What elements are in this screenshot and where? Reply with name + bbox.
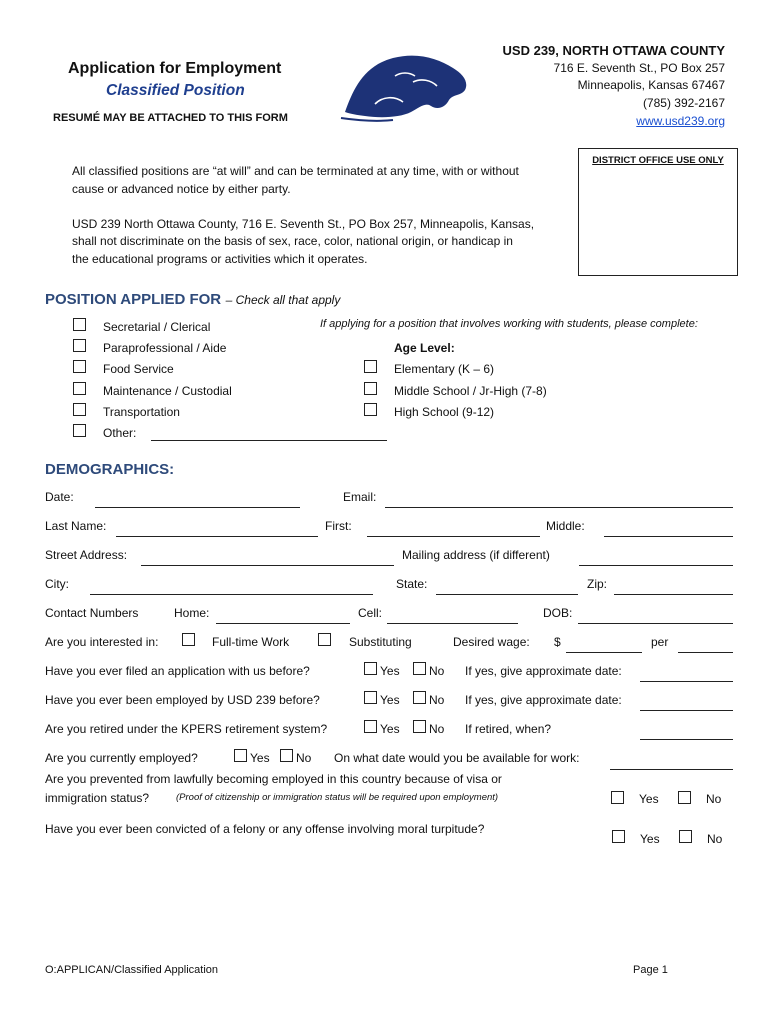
at-will-line-1: All classified positions are “at will” and can be terminated at any time, with or without	[72, 164, 519, 178]
nondiscrim-line-1: USD 239 North Ottawa County, 716 E. Seventh St., PO Box 257, Minneapolis, Kansas,	[72, 217, 535, 231]
visa-yes-label: Yes	[639, 792, 659, 806]
checkbox-visa-no[interactable]	[678, 791, 691, 804]
org-address-2: Minneapolis, Kansas 67467	[577, 78, 725, 92]
state-input-line[interactable]	[436, 594, 578, 595]
desired-wage-label: Desired wage:	[453, 635, 530, 649]
last-name-label: Last Name:	[45, 519, 107, 533]
employed-no-label: No	[429, 693, 445, 707]
option-maintenance-label: Maintenance / Custodial	[103, 384, 232, 398]
dob-input-line[interactable]	[578, 623, 733, 624]
checkbox-employed-no[interactable]	[413, 691, 426, 704]
currently-employed-question: Are you currently employed?	[45, 751, 198, 765]
felony-question: Have you ever been convicted of a felony or any offense involving moral turpitude?	[45, 822, 485, 836]
footer-file-path: O:APPLICAN/Classified Application	[45, 964, 219, 976]
checkbox-visa-yes[interactable]	[611, 791, 624, 804]
checkbox-elementary[interactable]	[364, 360, 377, 373]
checkbox-kpers-yes[interactable]	[364, 720, 377, 733]
visa-no-label: No	[706, 792, 722, 806]
felony-no-label: No	[707, 832, 723, 846]
checkbox-kpers-no[interactable]	[413, 720, 426, 733]
visa-question-line-2: immigration status?	[45, 791, 150, 805]
checkbox-filed-yes[interactable]	[364, 662, 377, 675]
fulltime-label: Full-time Work	[212, 635, 290, 649]
employed-yes-label: Yes	[380, 693, 400, 707]
checkbox-food-service[interactable]	[73, 360, 86, 373]
demographics-heading: DEMOGRAPHICS:	[45, 461, 175, 478]
current-no-label: No	[296, 751, 312, 765]
contact-numbers-label: Contact Numbers	[45, 606, 139, 620]
kpers-yes-label: Yes	[380, 722, 400, 736]
checkbox-employed-yes[interactable]	[364, 691, 377, 704]
available-date-input-line[interactable]	[610, 769, 733, 770]
checkbox-filed-no[interactable]	[413, 662, 426, 675]
checkbox-high-school[interactable]	[364, 403, 377, 416]
position-heading: POSITION APPLIED FOR	[45, 291, 222, 308]
option-food-service-label: Food Service	[103, 362, 174, 376]
filed-no-label: No	[429, 664, 445, 678]
resume-note: RESUMÉ MAY BE ATTACHED TO THIS FORM	[53, 112, 288, 124]
street-input-line[interactable]	[141, 565, 394, 566]
cell-label: Cell:	[358, 606, 383, 620]
age-elementary-label: Elementary (K – 6)	[394, 362, 495, 376]
option-transportation-label: Transportation	[103, 405, 180, 419]
felony-yes-label: Yes	[640, 832, 660, 846]
checkbox-current-no[interactable]	[280, 749, 293, 762]
mailing-label: Mailing address (if different)	[402, 548, 550, 562]
dob-label: DOB:	[543, 606, 573, 620]
checkbox-transportation[interactable]	[73, 403, 86, 416]
checkbox-secretarial[interactable]	[73, 318, 86, 331]
street-label: Street Address:	[45, 548, 128, 562]
mailing-input-line[interactable]	[579, 565, 733, 566]
district-office-box	[578, 148, 738, 276]
option-secretarial-label: Secretarial / Clerical	[103, 320, 211, 334]
kpers-question: Are you retired under the KPERS retirement system?	[45, 722, 328, 736]
org-website-link[interactable]: www.usd239.org	[636, 114, 725, 128]
org-phone: (785) 392-2167	[642, 96, 725, 110]
first-name-label: First:	[325, 519, 352, 533]
position-heading-note: – Check all that apply	[225, 293, 341, 307]
district-office-label: DISTRICT OFFICE USE ONLY	[592, 155, 724, 166]
option-other-label: Other:	[103, 426, 137, 440]
retired-when-input-line[interactable]	[640, 739, 733, 740]
filed-date-label: If yes, give approximate date:	[465, 664, 622, 678]
visa-note: (Proof of citizenship or immigration status will be required upon employment)	[176, 792, 499, 803]
checkbox-maintenance[interactable]	[73, 382, 86, 395]
footer-page-number: Page 1	[633, 964, 668, 976]
substituting-label: Substituting	[349, 635, 412, 649]
other-input-line[interactable]	[151, 440, 387, 441]
dollar-sign: $	[554, 635, 561, 649]
interested-label: Are you interested in:	[45, 635, 159, 649]
wage-period-input-line[interactable]	[678, 652, 733, 653]
visa-question-line-1: Are you prevented from lawfully becoming employed in this country because of visa or	[45, 772, 502, 786]
checkbox-felony-yes[interactable]	[612, 830, 625, 843]
nondiscrim-line-2: shall not discriminate on the basis of sex, race, color, national origin, or handicap in	[72, 234, 513, 248]
filed-yes-label: Yes	[380, 664, 400, 678]
age-middle-label: Middle School / Jr-High (7-8)	[394, 384, 547, 398]
org-name: USD 239, NORTH OTTAWA COUNTY	[502, 43, 725, 58]
kpers-no-label: No	[429, 722, 445, 736]
city-label: City:	[45, 577, 69, 591]
nondiscrim-line-3: the educational programs or activities which it operates.	[72, 252, 368, 266]
per-label: per	[651, 635, 669, 649]
employed-date-input-line[interactable]	[640, 710, 733, 711]
checkbox-other[interactable]	[73, 424, 86, 437]
checkbox-middle-school[interactable]	[364, 382, 377, 395]
current-yes-label: Yes	[250, 751, 270, 765]
form-subtitle: Classified Position	[106, 82, 245, 99]
option-paraprofessional-label: Paraprofessional / Aide	[103, 341, 227, 355]
middle-name-label: Middle:	[546, 519, 585, 533]
email-input-line[interactable]	[385, 507, 733, 508]
employed-date-label: If yes, give approximate date:	[465, 693, 622, 707]
age-level-label: Age Level:	[394, 341, 455, 355]
filed-before-question: Have you ever filed an application with us before?	[45, 664, 310, 678]
home-phone-input-line[interactable]	[216, 623, 350, 624]
zip-label: Zip:	[587, 577, 608, 591]
checkbox-current-yes[interactable]	[234, 749, 247, 762]
wage-input-line[interactable]	[566, 652, 642, 653]
first-name-input-line[interactable]	[367, 536, 540, 537]
checkbox-felony-no[interactable]	[679, 830, 692, 843]
city-input-line[interactable]	[90, 594, 373, 595]
employed-before-question: Have you ever been employed by USD 239 before?	[45, 693, 320, 707]
available-question: On what date would you be available for work:	[334, 751, 580, 765]
at-will-line-2: cause or advanced notice by either party.	[72, 182, 291, 196]
org-address-1: 716 E. Seventh St., PO Box 257	[553, 61, 725, 75]
zip-input-line[interactable]	[614, 594, 733, 595]
age-high-label: High School (9-12)	[394, 405, 495, 419]
filed-date-input-line[interactable]	[640, 681, 733, 682]
middle-name-input-line[interactable]	[604, 536, 733, 537]
checkbox-substituting[interactable]	[318, 633, 331, 646]
district-logo-icon	[335, 52, 470, 124]
cell-phone-input-line[interactable]	[387, 623, 518, 624]
checkbox-fulltime[interactable]	[182, 633, 195, 646]
state-label: State:	[396, 577, 428, 591]
retired-when-label: If retired, when?	[465, 722, 552, 736]
form-title: Application for Employment	[68, 60, 282, 77]
position-heading-row	[45, 291, 340, 309]
students-note: If applying for a position that involves working with students, please complete:	[320, 318, 698, 330]
home-label: Home:	[174, 606, 210, 620]
date-input-line[interactable]	[95, 507, 300, 508]
date-label: Date:	[45, 490, 74, 504]
last-name-input-line[interactable]	[116, 536, 318, 537]
checkbox-paraprofessional[interactable]	[73, 339, 86, 352]
email-label: Email:	[343, 490, 377, 504]
